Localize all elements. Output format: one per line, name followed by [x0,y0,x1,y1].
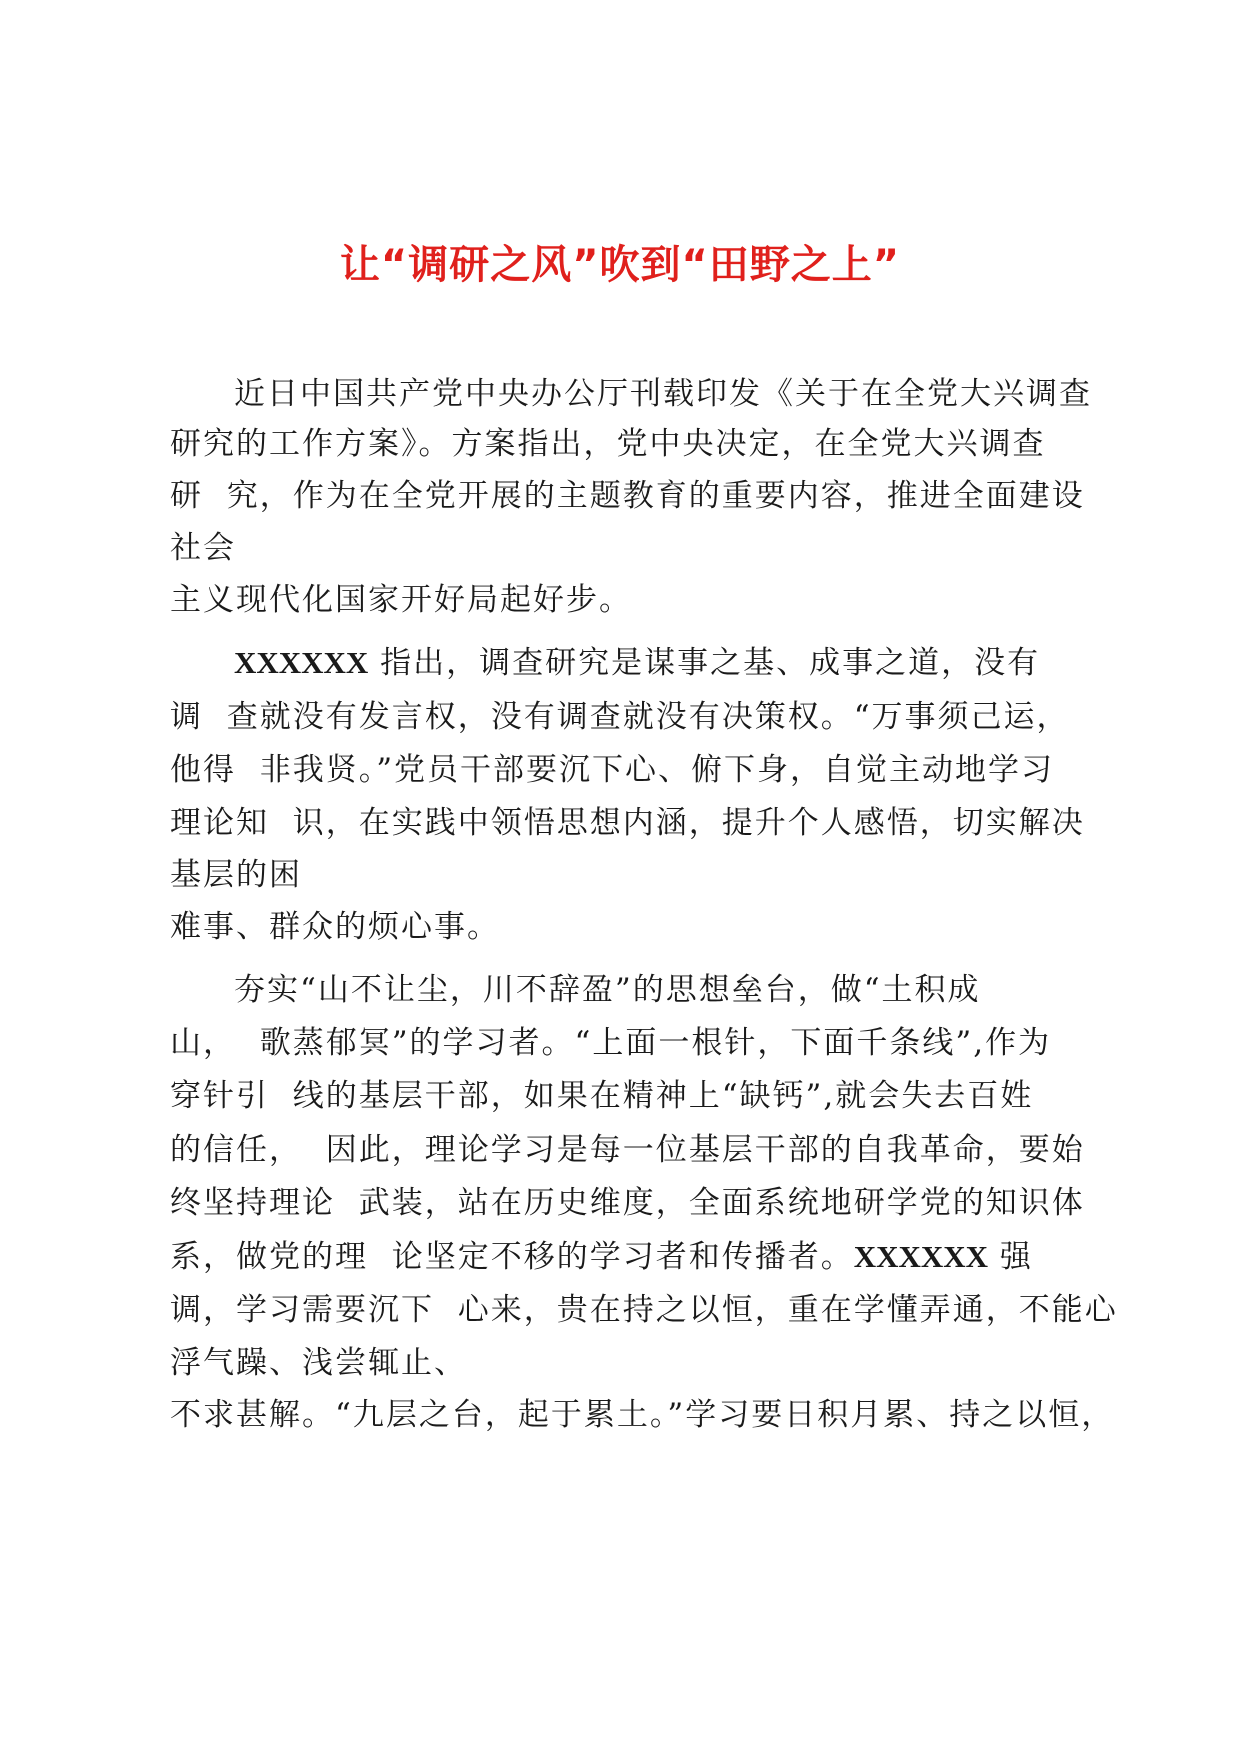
name-placeholder: XXXXXX [234,645,369,680]
paragraph-3-line-2: 山， 歌蒸郁冥”的学习者。“上面一根针，下面千条线”,作为 [170,1025,1052,1061]
paragraph-1-line-1: 近日中国共产党中央办公厅刊载印发《关于在全党大兴调查 [234,376,1092,412]
paragraph-3-line-6-prefix: 系，做党的理 论坚定不移的学习者和传播者。 [170,1239,854,1275]
paragraph-1-line-2: 研究的工作方案》。方案指出，党中央决定，在全党大兴调查 [170,426,1046,462]
paragraph-3-line-8: 浮气躁、浅尝辄止、 [170,1345,467,1381]
paragraph-2-line-1-text: 指出，调查研究是谋事之基、成事之道，没有 [368,645,1041,681]
paragraph-2-line-4: 理论知 识，在实践中领悟思想内涵，提升个人感悟，切实解决 [170,805,1085,841]
paragraph-2-line-3: 他得 非我贤。”党员干部要沉下心、俯下身，自觉主动地学习 [170,752,1055,788]
paragraph-3-line-6 [170,1237,1033,1277]
paragraph-3-line-6-suffix: 强 [988,1239,1033,1275]
paragraph-3-line-7: 调，学习需要沉下 心来，贵在持之以恒，重在学懂弄通，不能心 [170,1292,1118,1328]
paragraph-3-line-3: 穿针引 线的基层干部，如果在精神上“缺钙”,就会失去百姓 [170,1078,1034,1114]
paragraph-3-line-9: 不求甚解。“九层之台，起于累土。”学习要日积月累、持之以恒， [170,1397,1115,1433]
paragraph-2-line-2: 调 查就没有发言权，没有调查就没有决策权。“万事须己运， [170,699,1070,735]
paragraph-1-line-5: 主义现代化国家开好局起好步。 [170,582,632,618]
paragraph-1-line-3: 研 究，作为在全党开展的主题教育的重要内容，推进全面建设 [170,478,1085,514]
paragraph-3-line-1: 夯实“山不让尘，川不辞盈”的思想垒台，做“土积成 [234,972,981,1008]
paragraph-3-line-4: 的信任， 因此，理论学习是每一位基层干部的自我革命，要始 [170,1132,1085,1168]
paragraph-2-line-5: 基层的困 [170,857,302,893]
paragraph-2-line-6: 难事、群众的烦心事。 [170,909,500,945]
document-title: 让“调研之风”吹到“田野之上” [339,242,901,288]
paragraph-2-line-1 [234,643,1040,683]
paragraph-3-line-5: 终坚持理论 武装，站在历史维度，全面系统地研学党的知识体 [170,1185,1085,1221]
paragraph-1-line-4: 社会 [170,530,236,566]
name-placeholder: XXXXXX [853,1239,989,1274]
